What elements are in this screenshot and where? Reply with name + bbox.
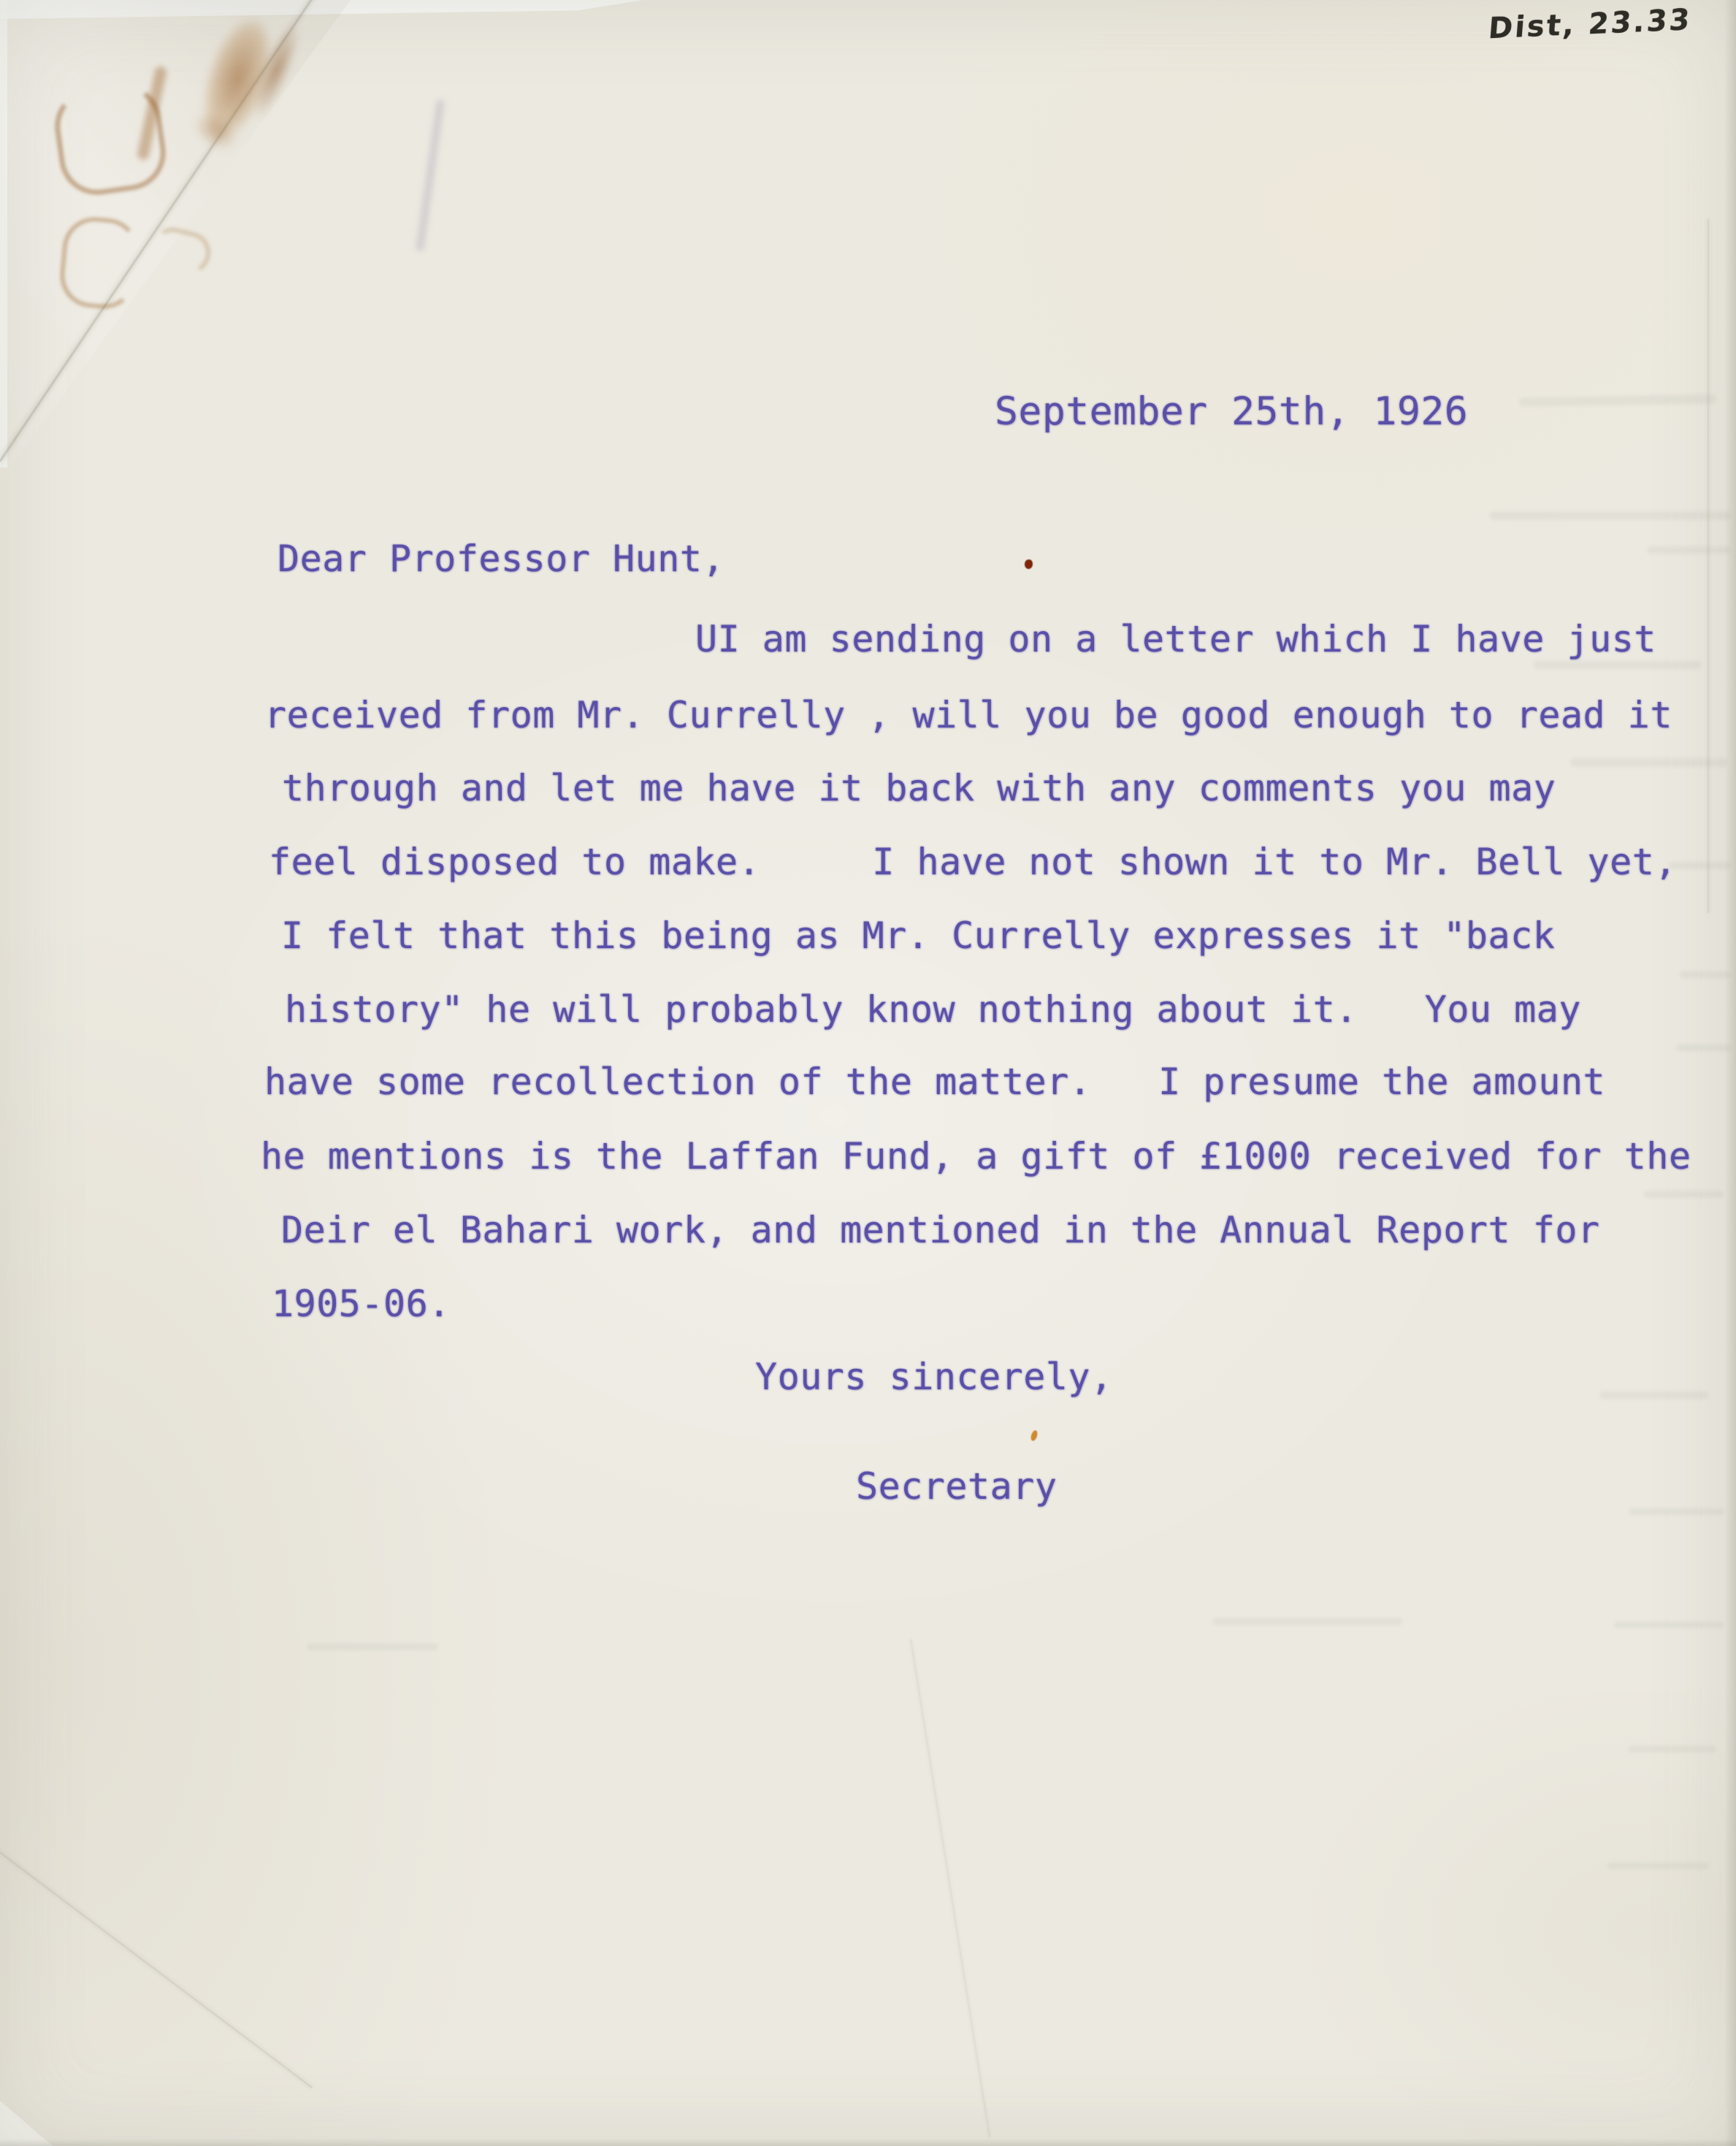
letter-date: September 25th, 1926: [995, 389, 1469, 434]
letter-line: feel disposed to make. I have not shown it to Mr. Bell yet,: [269, 841, 1677, 883]
letter-signature: Secretary: [856, 1465, 1058, 1508]
ghost-impression: [1599, 1391, 1709, 1399]
ghost-impression: [1629, 1746, 1716, 1752]
letter-line: 1905-06.: [272, 1283, 451, 1325]
ghost-impression: [1669, 862, 1731, 869]
letter-line: have some recollection of the matter. I presume the amount: [264, 1061, 1606, 1103]
letter-line: I felt that this being as Mr. Currelly expresses it "back: [281, 914, 1556, 957]
ghost-impression: [1643, 1191, 1724, 1198]
ghost-impression: [307, 1643, 438, 1650]
page-edge-right: [1724, 0, 1736, 2146]
ghost-impression: [1607, 1863, 1709, 1869]
ghost-impression: [1570, 758, 1727, 767]
letter-line: he mentions is the Laffan Fund, a gift of £1000 received for the: [261, 1135, 1691, 1177]
letter-salutation: Dear Professor Hunt,: [278, 538, 725, 580]
ghost-impression: [1676, 1045, 1731, 1051]
letter-line: Deir el Bahari work, and mentioned in the Annual Report for: [281, 1209, 1600, 1251]
ghost-impression: [1534, 661, 1702, 669]
ghost-impression: [1629, 1508, 1724, 1515]
ghost-impression: [1614, 1622, 1724, 1628]
page-edge-bottom: [0, 2139, 1736, 2146]
ghost-impression: [1647, 546, 1731, 554]
handwritten-catalog-number: Dist, 23.33: [1487, 2, 1694, 46]
letter-line: through and let me have it back with any comments you may: [282, 767, 1556, 809]
letter-line: UI am sending on a letter which I have just: [695, 618, 1656, 660]
letter-line: history" he will probably know nothing about it. You may: [285, 988, 1581, 1031]
ghost-impression: [1212, 1618, 1402, 1625]
letter-closing: Yours sincerely,: [755, 1356, 1113, 1398]
ghost-impression: [1680, 971, 1731, 978]
fold-crease: [1708, 219, 1709, 913]
letter-line: received from Mr. Currelly , will you be good enough to read it: [264, 694, 1672, 736]
ghost-impression: [1490, 511, 1731, 520]
